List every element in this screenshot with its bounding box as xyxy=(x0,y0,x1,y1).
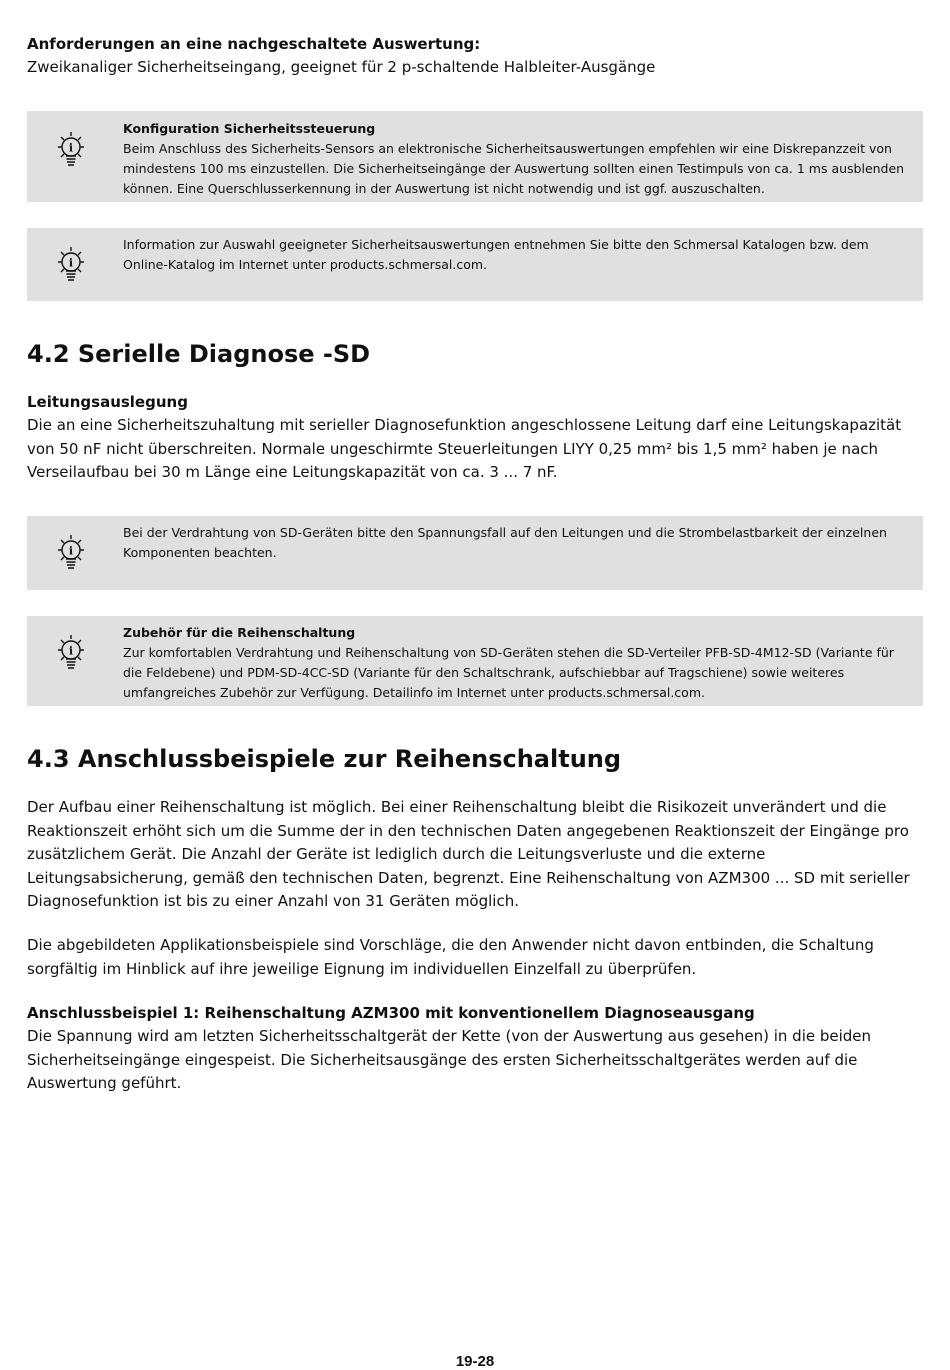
note-box-wiring xyxy=(27,516,923,590)
info-lightbulb-icon xyxy=(53,245,89,285)
subhead-anschlussbeispiel-1: Anschlussbeispiel 1: Reihenschaltung AZM300 mit konventionellem Diagnoseausgang xyxy=(27,1004,755,1022)
paragraph-anschlussbeispiel-1: Die Spannung wird am letzten Sicherheitsschaltgerät der Kette (von der Auswertung aus gesehen) in die beiden Sicherheitseingänge eingespeist. Die Sicherheitsausgänge des ersten Sicherheitsschaltgerätes werden auf die Auswertung geführt. xyxy=(27,1027,872,1092)
note-body xyxy=(123,235,915,275)
svg-text:i: i xyxy=(68,141,74,155)
svg-text:i: i xyxy=(68,544,74,558)
note-body xyxy=(123,523,915,563)
note-body xyxy=(123,623,915,703)
subhead-leitungsauslegung: Leitungsauslegung xyxy=(27,393,188,411)
note-box-catalog xyxy=(27,228,923,301)
note-title: Konfiguration Sicherheitssteuerung xyxy=(123,121,376,136)
page-number: 19-28 xyxy=(455,1353,495,1370)
info-lightbulb-icon xyxy=(53,633,89,673)
note-box-accessories xyxy=(27,616,923,706)
svg-text:i: i xyxy=(68,644,74,658)
note-body xyxy=(123,119,915,199)
note-text: Bei der Verdrahtung von SD-Geräten bitte den Spannungsfall auf den Leitungen und die Strombelastbarkeit der einzelnen Komponenten beachten. xyxy=(123,525,887,560)
section-heading-4-2: 4.2 Serielle Diagnose -SD xyxy=(27,340,371,368)
info-lightbulb-icon xyxy=(53,533,89,573)
note-text: Zur komfortablen Verdrahtung und Reihenschaltung von SD-Geräten stehen die SD-Verteiler PFB-SD-4M12-SD (Variante für die Feldebene) und PDM-SD-4CC-SD (Variante für den Schaltschrank, aufschiebbar auf Tragschiene) sowie weiteres umfangreiches Zubehör zur Verfügung. Detailinfo im Internet unter products.schmersal.com. xyxy=(123,645,894,700)
paragraph-leitungsauslegung: Die an eine Sicherheitszuhaltung mit serieller Diagnosefunktion angeschlossene Leitung darf eine Leitungskapazität von 50 nF nicht überschreiten. Normale ungeschirmte Steuerleitungen LIYY 0,25 mm² bis 1,5 mm² haben je nach Verseilaufbau bei 30 m Länge eine Leitungskapazität von ca. 3 ... 7 nF. xyxy=(27,416,902,481)
note-text: Information zur Auswahl geeigneter Sicherheitsauswertungen entnehmen Sie bitte den Schmersal Katalogen bzw. dem Online-Katalog im Internet unter products.schmersal.com. xyxy=(123,237,869,272)
requirements-title: Anforderungen an eine nachgeschaltete Auswertung: xyxy=(27,35,481,53)
section-heading-4-3: 4.3 Anschlussbeispiele zur Reihenschaltung xyxy=(27,745,622,773)
note-text: Beim Anschluss des Sicherheits-Sensors an elektronische Sicherheitsauswertungen empfehlen wir eine Diskrepanzzeit von mindestens 100 ms einzustellen. Die Sicherheitseingänge der Auswertung sollten einen Testimpuls von ca. 1 ms ausblenden können. Eine Querschlusserkennung in der Auswertung ist nicht notwendig und ist ggf. auszuschalten. xyxy=(123,141,905,196)
note-box-configuration xyxy=(27,111,923,202)
requirements-text: Zweikanaliger Sicherheitseingang, geeignet für 2 p-schaltende Halbleiter-Ausgänge xyxy=(27,58,656,76)
note-title: Zubehör für die Reihenschaltung xyxy=(123,625,356,640)
svg-text:i: i xyxy=(68,256,74,270)
paragraph-reihenschaltung: Der Aufbau einer Reihenschaltung ist möglich. Bei einer Reihenschaltung bleibt die Risikozeit unverändert und die Reaktionszeit erhöht sich um die Summe der in den technischen Daten angegebenen Reaktionszeit der Eingänge pro zusätzlichem Gerät. Die Anzahl der Geräte ist lediglich durch die Leitungsverluste und die externe Leitungsabsicherung, gemäß den technischen Daten, begrenzt. Eine Reihenschaltung von AZM300 ... SD mit serieller Diagnosefunktion ist bis zu einer Anzahl von 31 Geräten möglich. xyxy=(27,798,910,910)
paragraph-disclaimer: Die abgebildeten Applikationsbeispiele sind Vorschläge, die den Anwender nicht davon entbinden, die Schaltung sorgfältig im Hinblick auf ihre jeweilige Eignung im individuellen Einzelfall zu überprüfen. xyxy=(27,936,874,978)
info-lightbulb-icon xyxy=(53,130,89,170)
